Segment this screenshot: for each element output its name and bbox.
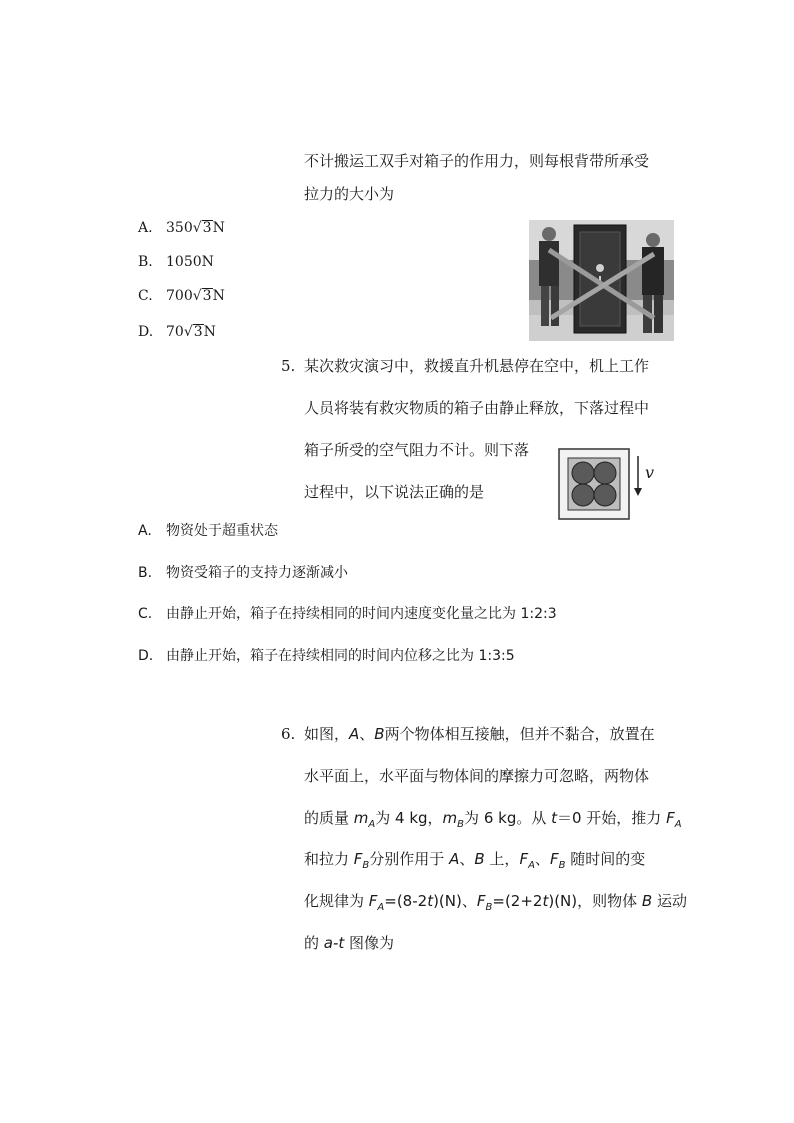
q4-option-c[interactable] bbox=[138, 286, 225, 306]
q4-option-b[interactable] bbox=[138, 252, 214, 272]
option-unit: N bbox=[212, 288, 225, 304]
q5-option-c[interactable] bbox=[138, 604, 557, 624]
q5-option-d[interactable] bbox=[138, 646, 515, 666]
safe-carrying-photo bbox=[529, 220, 674, 341]
q6-stem-line6: 的 a-t 图像为 bbox=[304, 934, 395, 952]
q6-number: 6. bbox=[281, 725, 296, 743]
option-label: A. bbox=[138, 523, 152, 539]
velocity-label: v bbox=[645, 463, 655, 482]
q5-option-b[interactable] bbox=[138, 563, 348, 583]
option-text: 物资处于超重状态 bbox=[166, 523, 278, 539]
q6-stem-line4: 和拉力 $F_B$分别作用于 A、B 上，$F_A$、$F_B$ 随时间的变 bbox=[304, 850, 646, 871]
option-value: 700 bbox=[166, 288, 193, 304]
option-text: 物资受箱子的支持力逐渐减小 bbox=[166, 565, 348, 581]
q5-stem-line1: 某次救灾演习中，救援直升机悬停在空中，机上工作 bbox=[304, 357, 650, 375]
option-label: D. bbox=[138, 648, 154, 664]
q5-number: 5. bbox=[281, 357, 296, 375]
q6-stem-line5: 化规律为 $F_A=(8-2t)(N)$、$F_B=(2+2t)(N)$，则物体 B 运动 bbox=[304, 892, 687, 913]
q5-stem-line4: 过程中，以下说法正确的是 bbox=[304, 483, 485, 501]
sqrt-sign: √ bbox=[192, 220, 202, 236]
option-label: C. bbox=[138, 288, 153, 304]
option-unit: N bbox=[212, 220, 225, 236]
option-label: D. bbox=[138, 324, 154, 340]
q6-stem-line3: 的质量 $m_A$为 4 kg，$m_B$为 6 kg。从 t＝0 开始，推力 $F_A$ bbox=[304, 809, 682, 830]
option-text: 由静止开始，箱子在持续相同的时间内速度变化量之比为 1:2:3 bbox=[166, 606, 557, 622]
option-value: 1050N bbox=[166, 254, 214, 270]
q5-stem-line2: 人员将装有救灾物质的箱子由静止释放，下落过程中 bbox=[304, 399, 650, 417]
option-value: 70 bbox=[166, 324, 184, 340]
option-value: 350 bbox=[166, 220, 193, 236]
sqrt-sign: √ bbox=[192, 288, 202, 304]
q6-stem-line1: 如图，A、B两个物体相互接触，但并不黏合，放置在 bbox=[304, 725, 655, 743]
q4-option-a[interactable] bbox=[138, 218, 225, 238]
option-label: C. bbox=[138, 606, 153, 622]
q4-stem-line1: 不计搬运工双手对箱子的作用力，则每根背带所承受 bbox=[304, 152, 650, 170]
q4-option-d[interactable] bbox=[138, 322, 216, 342]
q6-stem-line2: 水平面上，水平面与物体间的摩擦力可忽略，两物体 bbox=[304, 767, 650, 785]
q5-option-a[interactable] bbox=[138, 521, 278, 541]
sqrt-radicand: 3 bbox=[202, 220, 212, 236]
option-text: 由静止开始，箱子在持续相同的时间内位移之比为 1:3:5 bbox=[166, 648, 515, 664]
sqrt-radicand: 3 bbox=[202, 288, 212, 304]
option-label: B. bbox=[138, 254, 153, 270]
sqrt-radicand: 3 bbox=[193, 324, 203, 340]
q4-stem-line2: 拉力的大小为 bbox=[304, 185, 395, 203]
sqrt-sign: √ bbox=[183, 324, 193, 340]
option-label: A. bbox=[138, 220, 153, 236]
falling-box-diagram bbox=[556, 446, 660, 522]
option-unit: N bbox=[203, 324, 216, 340]
q5-stem-line3: 箱子所受的空气阻力不计。则下落 bbox=[304, 441, 530, 459]
option-label: B. bbox=[138, 565, 153, 581]
